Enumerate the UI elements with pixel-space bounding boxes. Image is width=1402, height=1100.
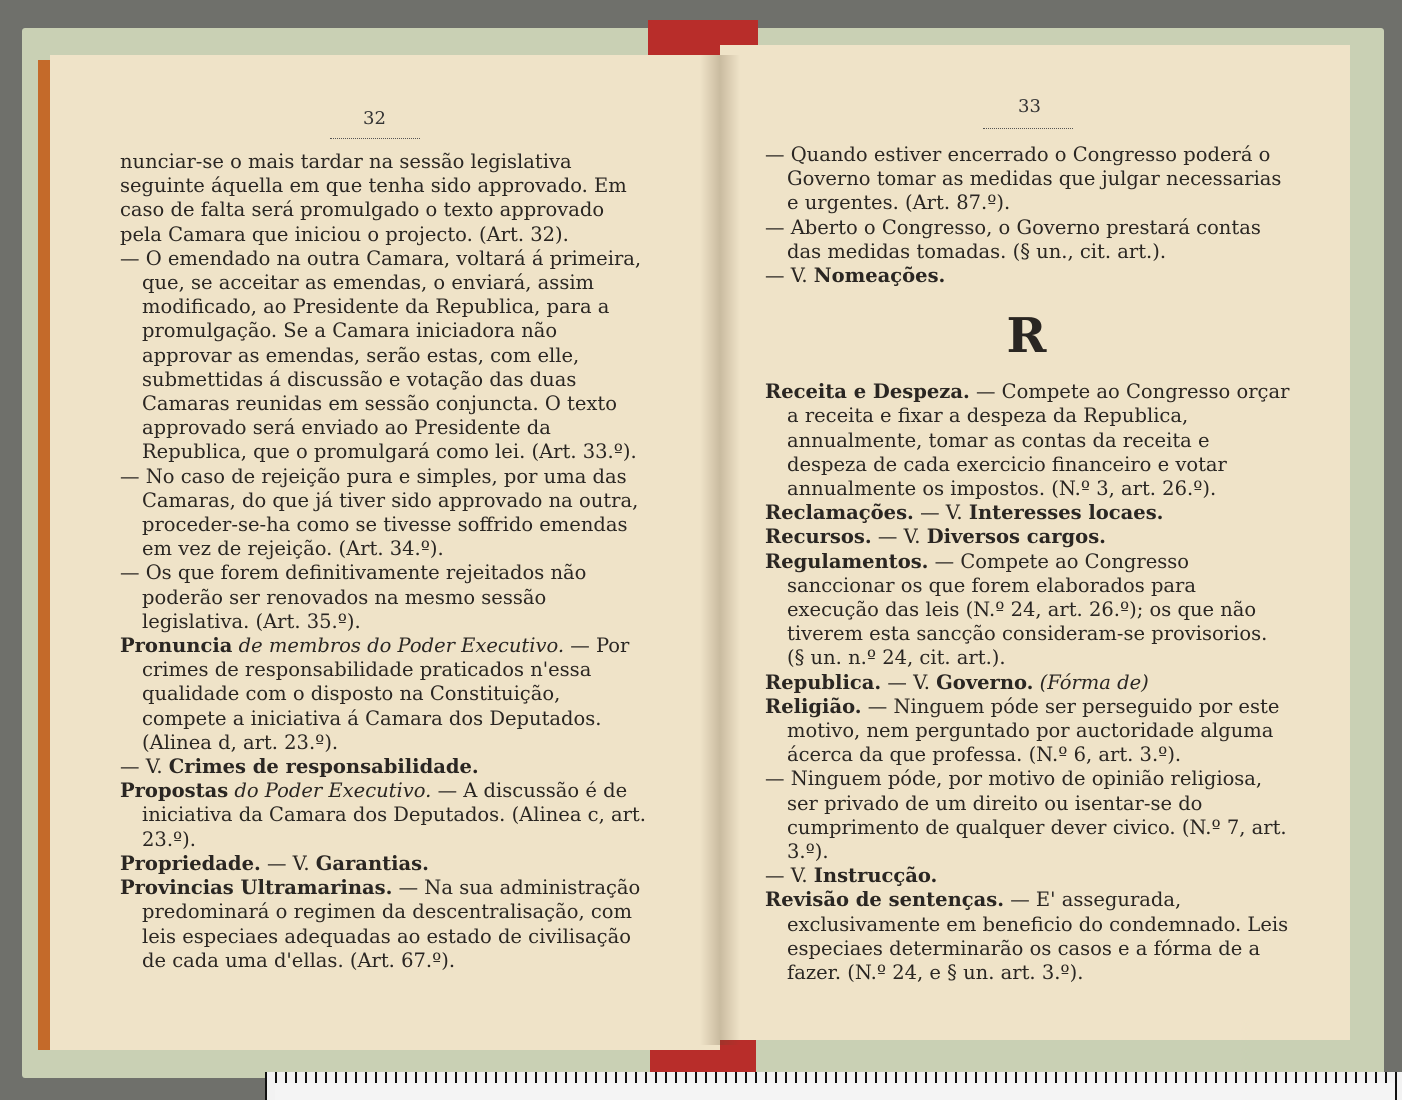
entry-propostas <box>120 779 650 852</box>
reference-target: Instrucção. <box>813 864 938 888</box>
headword: Revisão de sentenças. <box>765 888 1005 912</box>
reference-prefix: — V. <box>887 670 930 694</box>
entry-pronuncia <box>120 634 650 755</box>
reference-prefix: — V. <box>120 755 163 779</box>
reference-target: Governo. <box>936 670 1034 694</box>
cross-reference <box>765 264 1290 288</box>
entry-text: — Por crimes de responsabilidade praticados n'essa qualidade com o disposto na Constituição, compete a iniciativa á Camara dos Deputados. (Alinea d, art. 23.º). <box>142 634 630 754</box>
entry-subtitle: do Poder Executivo. <box>234 779 432 803</box>
left-column-text <box>120 150 650 973</box>
paragraph: — Aberto o Congresso, o Governo prestará contas das medidas tomadas. (§ un., cit. art.). <box>765 215 1261 263</box>
reference-prefix: — V. <box>920 501 963 525</box>
page-number-right: 33 <box>1018 96 1041 117</box>
entry-text: — Na sua administração predominará o regimen da descentralisação, com leis especiaes adequadas ao estado de civilisação de cada uma d'ellas. (Art. 67.º). <box>142 876 641 972</box>
reference-target: Interesses locaes. <box>968 501 1164 525</box>
page-rule-left <box>330 138 420 139</box>
entry-republica <box>765 671 1290 695</box>
section-letter: R <box>1006 308 1049 365</box>
entry-recursos <box>765 525 1290 549</box>
entry-subtitle: de membros do Poder Executivo. <box>238 634 565 658</box>
headword: Recursos. <box>765 525 872 549</box>
entry-religiao <box>765 695 1290 768</box>
paragraph: — Quando estiver encerrado o Congresso poderá o Governo tomar as medidas que julgar necessarias e urgentes. (Art. 87.º). <box>765 143 1282 215</box>
entry-propriedade <box>120 852 650 876</box>
entry-text: — E' assegurada, exclusivamente em beneficio do condemnado. Leis especiaes determinarão os casos e a fórma de a fazer. (N.º 24, e § un. art. 3.º). <box>787 888 1289 985</box>
headword: Regulamentos. <box>765 549 929 573</box>
cross-reference <box>120 755 650 779</box>
headword: Pronuncia <box>120 634 233 658</box>
entry-text: — A discussão é de iniciativa da Camara dos Deputados. (Alinea c, art. 23.º). <box>142 779 646 851</box>
headword: Receita e Despeza. <box>765 380 970 404</box>
headword: Religião. <box>765 694 862 718</box>
entry-receita <box>765 380 1290 501</box>
paragraph: — O emendado na outra Camara, voltará á primeira, que, se acceitar as emendas, o enviará, assim modificado, ao Presidente da Republica, para a promulgação. Se a Camara iniciadora não approvar as emendas, serão estas, com elle, submettidas á discussão e votação das duas Camaras reunidas em sessão conjuncta. O texto approvado será enviado ao Presidente da Republica, que o promulgará como lei. (Art. 33.º). <box>120 246 642 464</box>
right-column-text <box>765 143 1290 985</box>
reference-prefix: — V. <box>877 525 921 549</box>
reference-prefix: — V. <box>266 851 310 875</box>
page-rule-right <box>983 128 1073 129</box>
reference-prefix: — V. <box>765 264 808 288</box>
entry-reclamacoes <box>765 501 1290 525</box>
paragraph: — Ninguem póde, por motivo de opinião religiosa, ser privado de um direito ou isentar-se do cumprimento de qualquer dever civico. (N.º 7, art. 3.º). <box>765 767 1287 864</box>
entry-text: — Compete ao Congresso sanccionar os que forem elaborados para execução das leis (N.º 24, art. 26.º); os que não tiverem esta sancção consideram-se provisorios. (§ un. n.º 24, cit. art.). <box>787 549 1268 670</box>
paragraph: nunciar-se o mais tardar na sessão legislativa seguinte áquella em que tenha sido approvado. Em caso de falta será promulgado o texto approvado pela Camara que iniciou o projecto. (Art. 32). <box>120 150 627 246</box>
entry-text: — Compete ao Congresso orçar a receita e fixar a despeza da Republica, annualmente, tomar as contas da receita e despeza de cada exercicio financeiro e votar annualmente os impostos. (N.º 3, art. 26.º). <box>787 380 1290 501</box>
entry-revisao <box>765 888 1290 985</box>
headword: Provincias Ultramarinas. <box>120 876 393 900</box>
reference-target: Garantias. <box>315 851 429 875</box>
reference-target: Diversos cargos. <box>926 525 1106 549</box>
entry-text: — Ninguem póde ser perseguido por este motivo, nem perguntado por auctoridade alguma ácerca da que professa. (N.º 6, art. 3.º). <box>787 694 1280 767</box>
reference-target: Nomeações. <box>813 264 946 288</box>
reference-qualifier: (Fórma de) <box>1039 670 1149 694</box>
cross-reference <box>765 864 1290 888</box>
paragraph: — Os que forem definitivamente rejeitados não poderão ser renovados na mesmo sessão legislativa. (Art. 35.º). <box>120 561 587 633</box>
page-number-left: 32 <box>363 108 386 129</box>
headword: Propriedade. <box>120 851 261 875</box>
ruler-face <box>275 1083 1395 1100</box>
entry-regulamentos <box>765 550 1290 671</box>
paragraph: — No caso de rejeição pura e simples, por uma das Camaras, do que já tiver sido approvado na outra, proceder-se-ha como se tivesse soffrido emendas em vez de rejeição. (Art. 34.º). <box>120 464 639 561</box>
reference-prefix: — V. <box>765 864 808 888</box>
headword: Republica. <box>765 670 882 694</box>
entry-provincias <box>120 876 650 973</box>
page-gutter <box>700 55 740 1045</box>
reference-target: Crimes de responsabilidade. <box>168 755 479 779</box>
headword: Propostas <box>120 779 229 803</box>
headword: Reclamações. <box>765 501 914 525</box>
